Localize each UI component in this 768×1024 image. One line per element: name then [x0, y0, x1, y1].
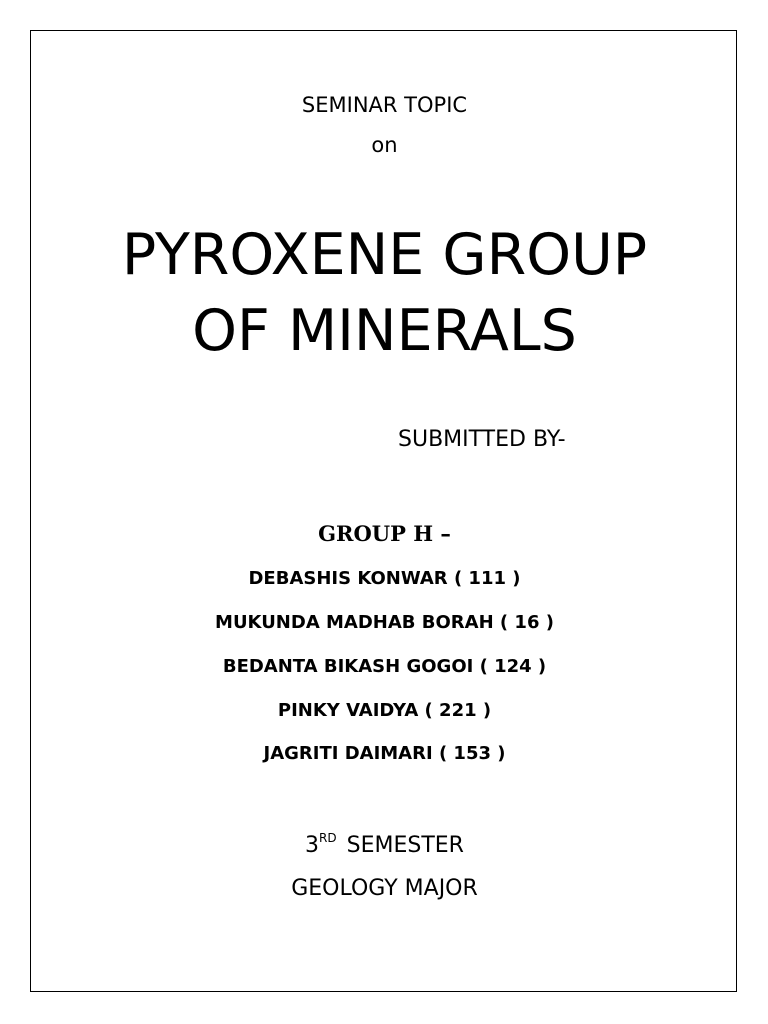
title-line-1: PYROXENE GROUP: [121, 222, 648, 288]
semester-number: 3: [305, 833, 320, 858]
seminar-topic-label: SEMINAR TOPIC: [301, 93, 468, 117]
on-label: on: [371, 133, 398, 157]
group-member: BEDANTA BIKASH GOGOI ( 124 ): [222, 656, 547, 677]
major-label: GEOLOGY MAJOR: [291, 876, 478, 901]
semester-word: SEMESTER: [346, 833, 464, 858]
document-title: [31, 217, 738, 369]
semester-ordinal-suffix: RD: [319, 831, 337, 845]
semester-line: [31, 831, 738, 858]
title-line-2: OF MINERALS: [192, 298, 577, 364]
group-member: PINKY VAIDYA ( 221 ): [277, 700, 492, 721]
cover-page: [30, 30, 737, 992]
group-member: DEBASHIS KONWAR ( 111 ): [248, 568, 521, 589]
group-member: JAGRITI DAIMARI ( 153 ): [263, 743, 506, 764]
group-member: MUKUNDA MADHAB BORAH ( 16 ): [215, 612, 554, 633]
group-heading: GROUP H –: [318, 521, 451, 546]
submitted-by-label: SUBMITTED BY-: [398, 427, 566, 452]
